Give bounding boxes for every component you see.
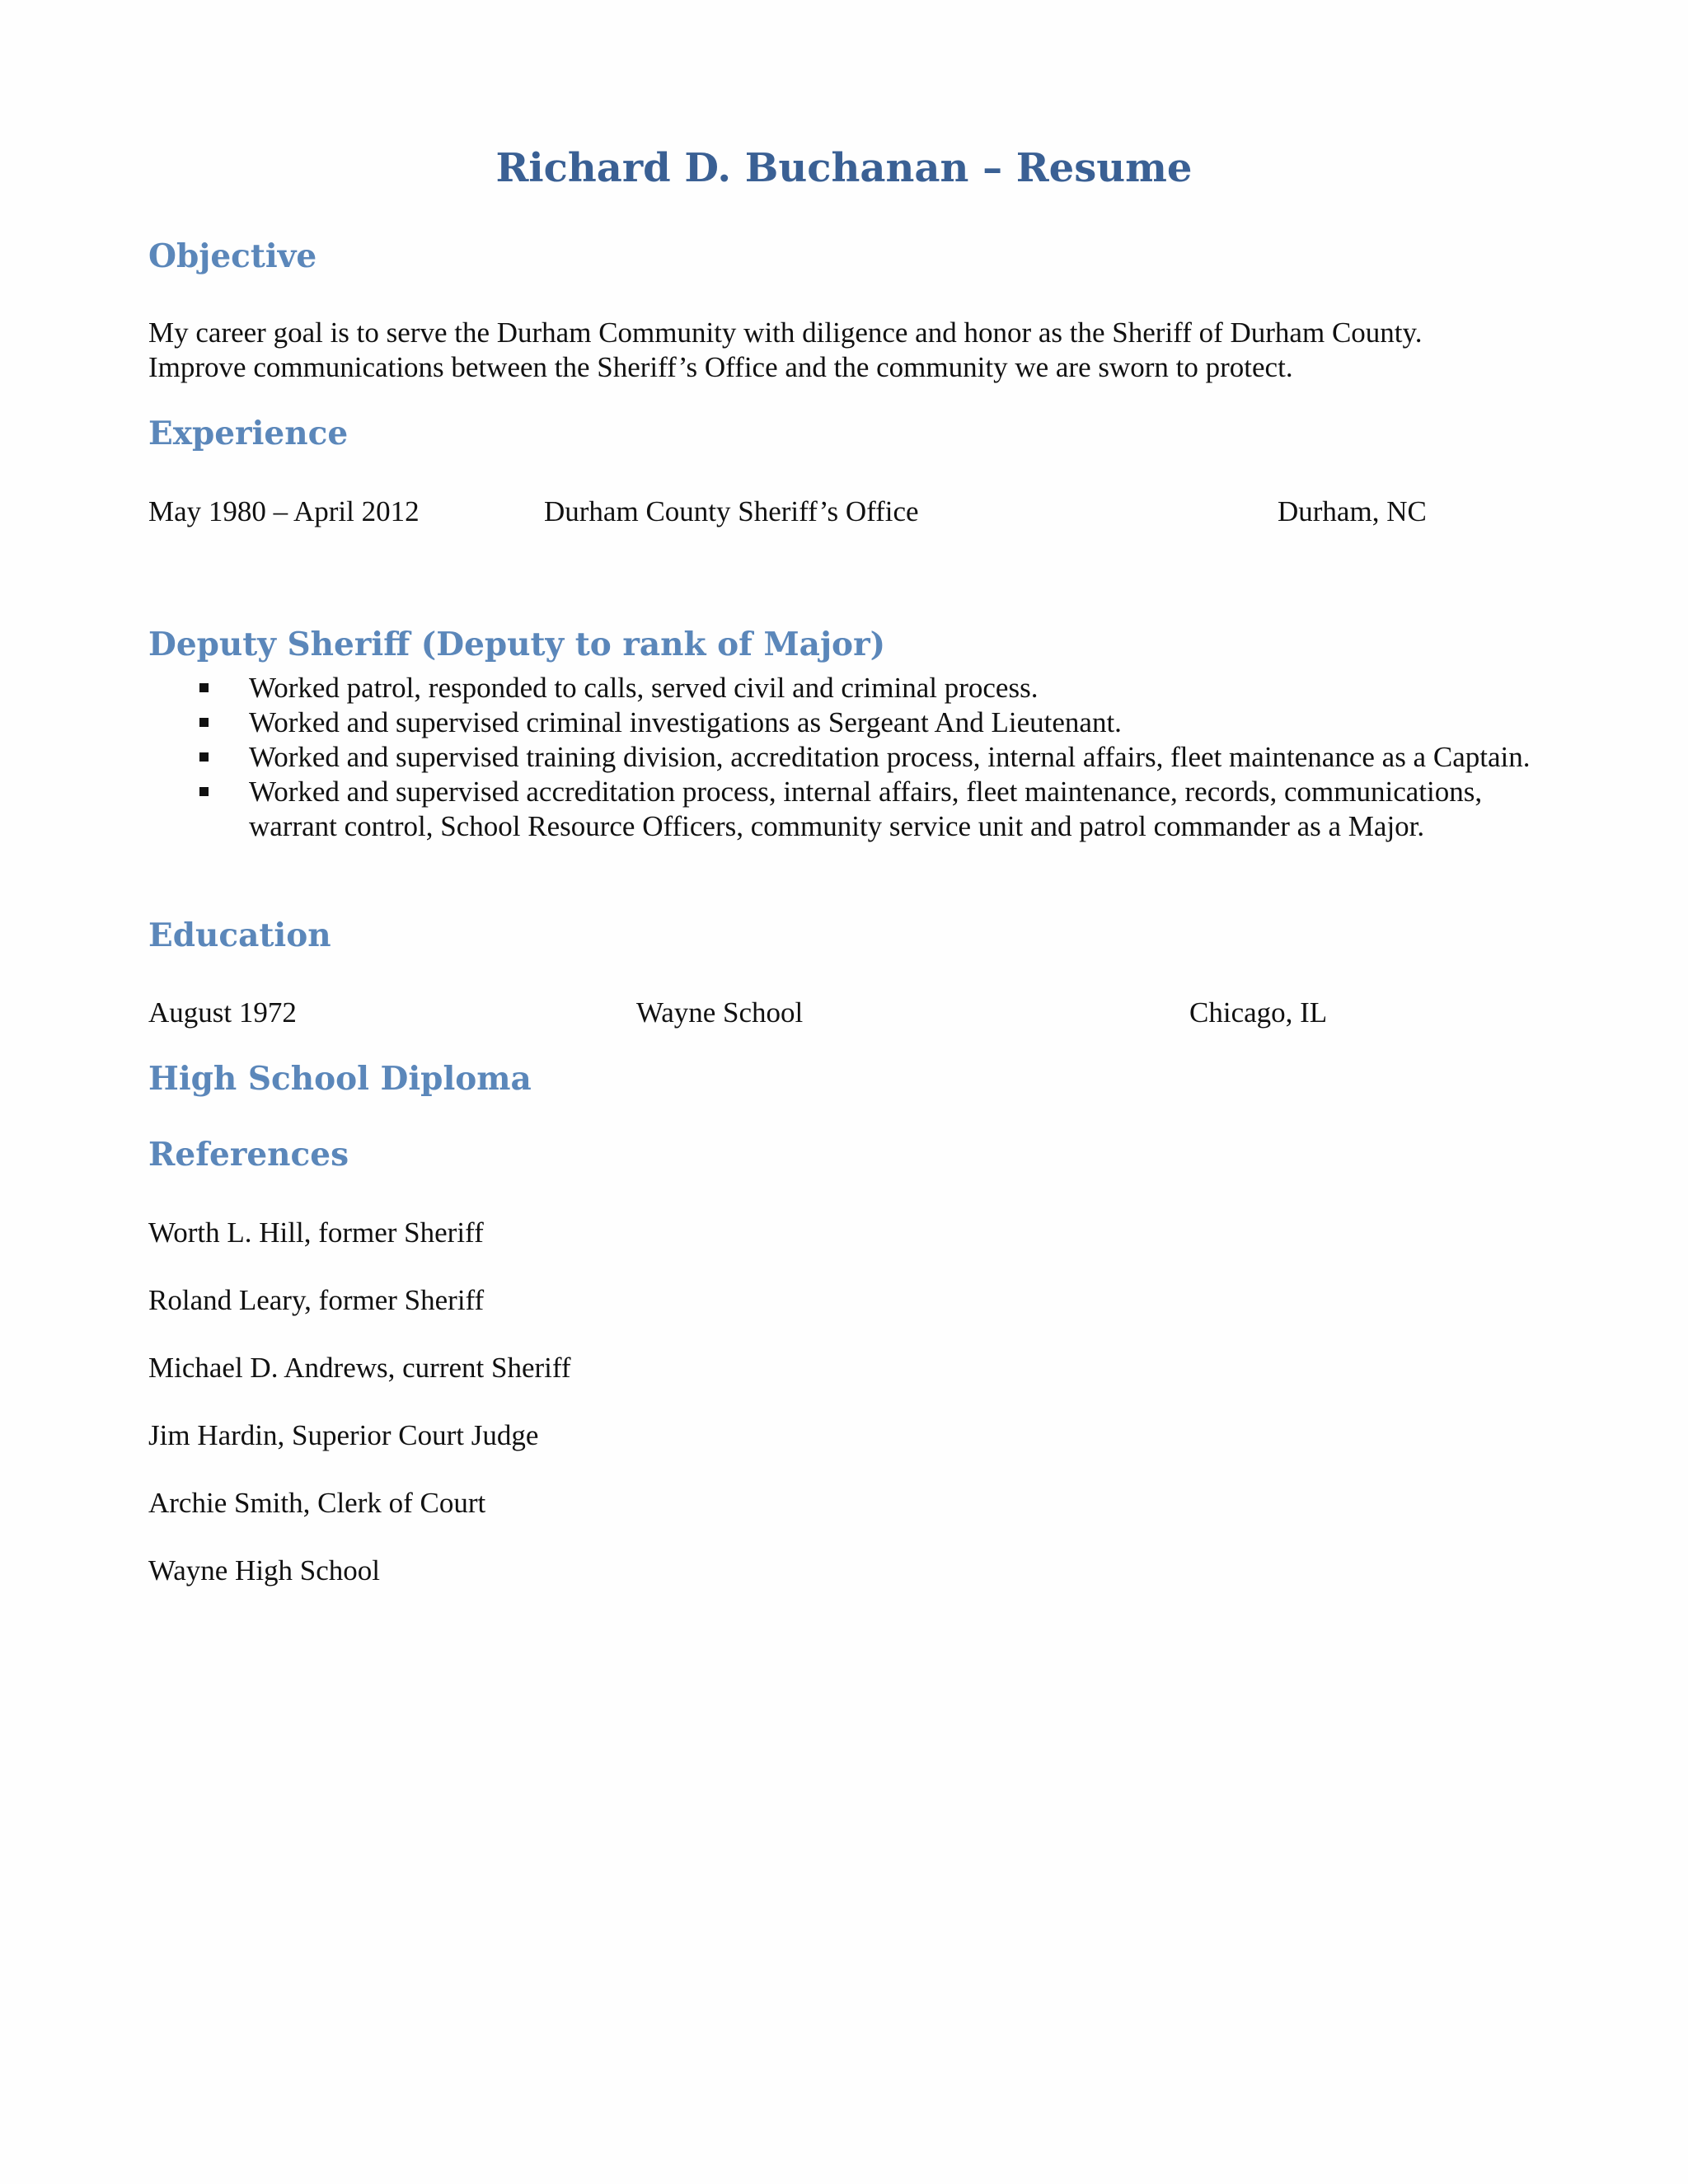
education-school: Wayne School: [636, 996, 804, 1029]
education-location: Chicago, IL: [1189, 996, 1328, 1029]
references-heading: References: [148, 1136, 349, 1174]
experience-heading: Experience: [148, 415, 349, 452]
square-bullet-icon: [199, 683, 209, 692]
reference-item: Michael D. Andrews, current Sheriff: [148, 1352, 571, 1384]
duties-list: [148, 671, 1550, 844]
list-item: Worked patrol, responded to calls, served civil and criminal process.: [148, 671, 1550, 705]
list-item: Worked and supervised criminal investigations as Sergeant And Lieutenant.: [148, 705, 1550, 740]
square-bullet-icon: [199, 718, 209, 727]
square-bullet-icon: [199, 752, 209, 762]
degree-heading: High School Diploma: [148, 1060, 532, 1098]
reference-item: Jim Hardin, Superior Court Judge: [148, 1419, 539, 1451]
square-bullet-icon: [199, 787, 209, 796]
objective-line-1: My career goal is to serve the Durham Community with diligence and honor as the Sheriff of Durham County.: [148, 316, 1423, 349]
objective-line-2: Improve communications between the Sheriff’s Office and the community we are sworn to protect.: [148, 351, 1293, 383]
reference-item: Archie Smith, Clerk of Court: [148, 1487, 486, 1519]
education-heading: Education: [148, 916, 331, 954]
reference-item: Roland Leary, former Sheriff: [148, 1284, 485, 1316]
list-item: Worked and supervised training division, accreditation process, internal affairs, fleet maintenance as a Captain.: [148, 740, 1550, 775]
education-date: August 1972: [148, 996, 297, 1029]
list-item: Worked and supervised accreditation process, internal affairs, fleet maintenance, records, communications, warrant control, School Resource Officers, community service unit and patrol commander as a Major.: [148, 775, 1550, 844]
experience-dates: May 1980 – April 2012: [148, 495, 420, 527]
experience-location: Durham, NC: [1278, 495, 1427, 527]
experience-employer: Durham County Sheriff’s Office: [544, 495, 919, 527]
reference-item: Wayne High School: [148, 1554, 381, 1586]
position-heading: Deputy Sheriff (Deputy to rank of Major): [148, 626, 886, 663]
objective-heading: Objective: [148, 237, 317, 275]
reference-item: Worth L. Hill, former Sheriff: [148, 1216, 484, 1249]
page-title: Richard D. Buchanan – Resume: [495, 145, 1193, 191]
